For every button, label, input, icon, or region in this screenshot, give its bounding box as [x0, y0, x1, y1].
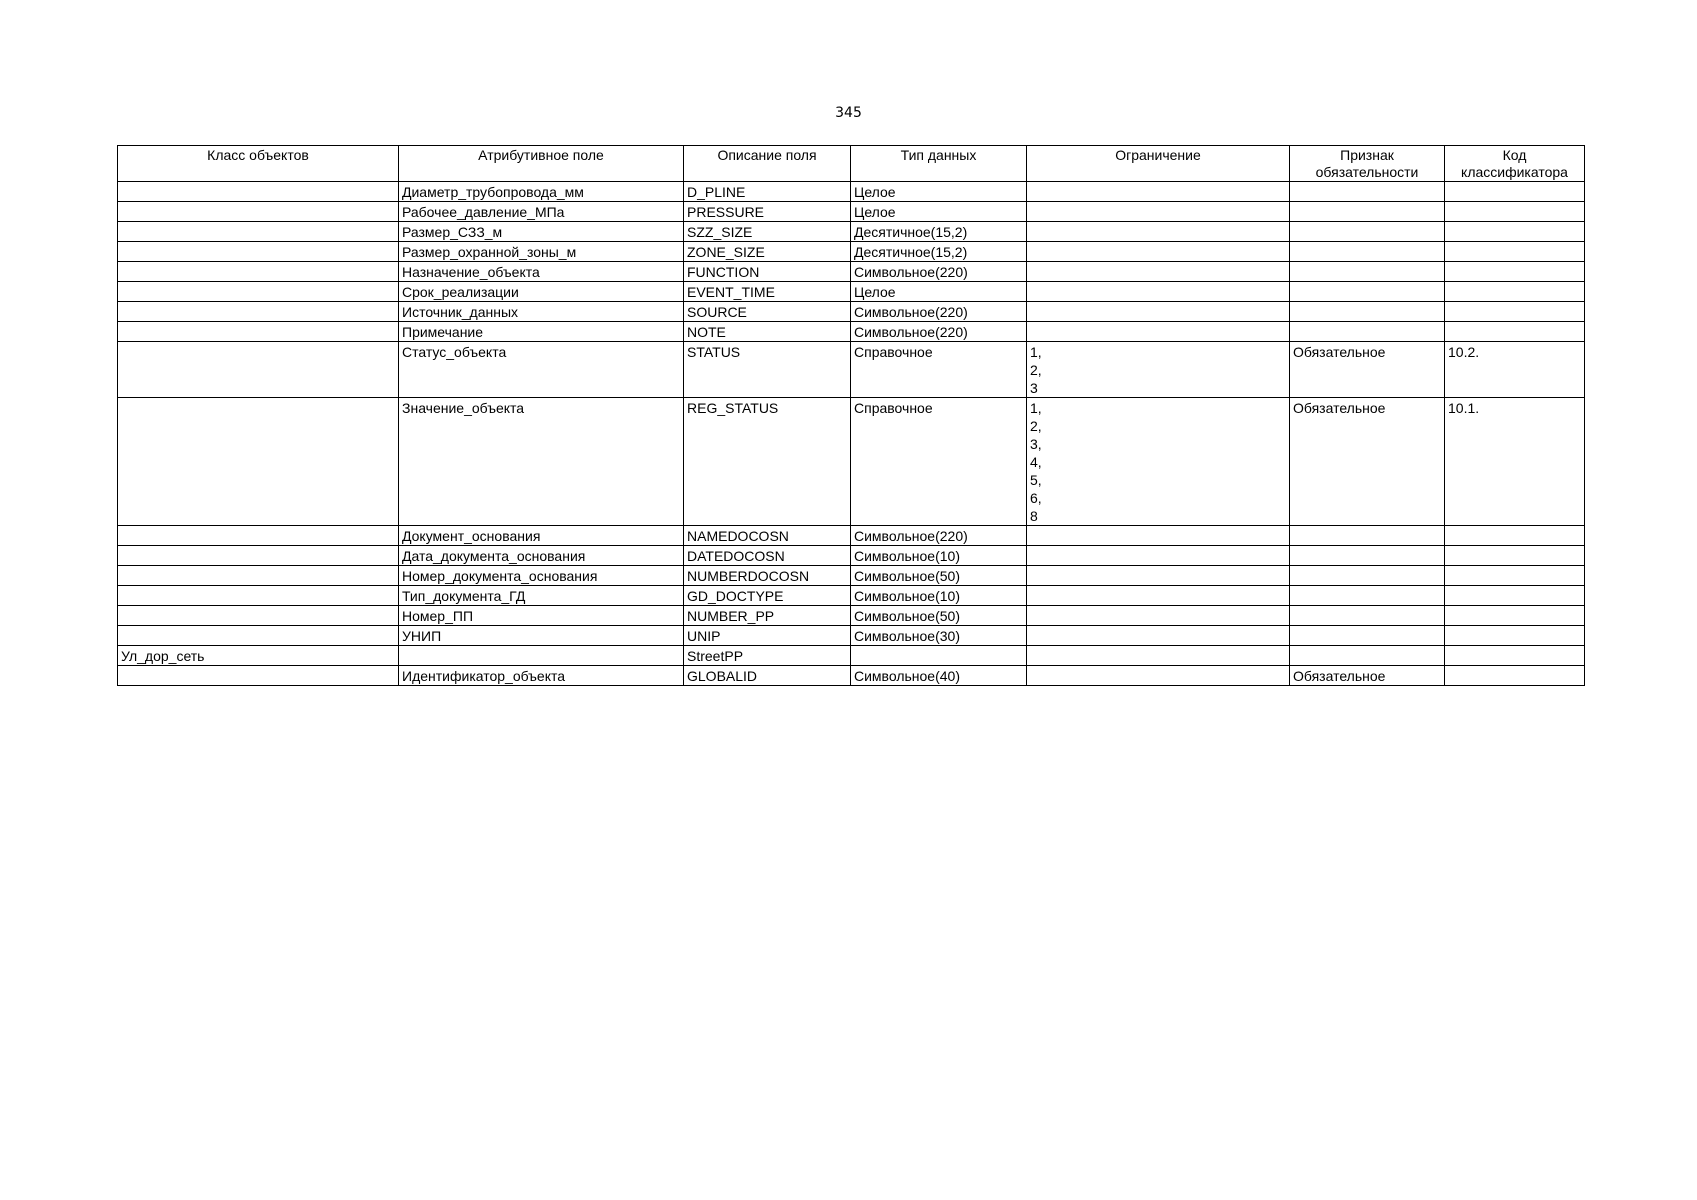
- cell-data-type: Справочное: [851, 342, 1027, 398]
- table-row: [118, 202, 1585, 222]
- cell-object-class: [118, 626, 399, 646]
- attribute-table: [117, 145, 1585, 686]
- table-row: [118, 302, 1585, 322]
- cell-classifier-code: [1445, 606, 1585, 626]
- cell-field-description: NUMBERDOCOSN: [684, 566, 851, 586]
- cell-restriction: [1027, 606, 1290, 626]
- cell-restriction: [1027, 302, 1290, 322]
- cell-data-type: Целое: [851, 182, 1027, 202]
- cell-field-description: NOTE: [684, 322, 851, 342]
- cell-restriction: [1027, 626, 1290, 646]
- cell-data-type: Десятичное(15,2): [851, 242, 1027, 262]
- cell-attribute-field: Значение_объекта: [399, 398, 684, 526]
- cell-data-type: Символьное(10): [851, 546, 1027, 566]
- table-row: [118, 262, 1585, 282]
- cell-mandatory-flag: [1290, 302, 1445, 322]
- cell-data-type: Символьное(40): [851, 666, 1027, 686]
- cell-attribute-field: Назначение_объекта: [399, 262, 684, 282]
- cell-data-type: Символьное(30): [851, 626, 1027, 646]
- cell-attribute-field: Источник_данных: [399, 302, 684, 322]
- cell-mandatory-flag: [1290, 322, 1445, 342]
- cell-data-type: Символьное(50): [851, 606, 1027, 626]
- cell-restriction: [1027, 646, 1290, 666]
- cell-classifier-code: 10.2.: [1445, 342, 1585, 398]
- cell-restriction: [1027, 182, 1290, 202]
- cell-classifier-code: [1445, 546, 1585, 566]
- cell-attribute-field: Размер_охранной_зоны_м: [399, 242, 684, 262]
- cell-restriction: [1027, 262, 1290, 282]
- table-row: [118, 222, 1585, 242]
- cell-classifier-code: [1445, 646, 1585, 666]
- table-row: [118, 626, 1585, 646]
- cell-classifier-code: [1445, 262, 1585, 282]
- cell-restriction: [1027, 222, 1290, 242]
- cell-mandatory-flag: Обязательное: [1290, 398, 1445, 526]
- cell-field-description: ZONE_SIZE: [684, 242, 851, 262]
- cell-field-description: PRESSURE: [684, 202, 851, 222]
- cell-field-description: GLOBALID: [684, 666, 851, 686]
- cell-object-class: [118, 282, 399, 302]
- table-header-row: [118, 146, 1585, 182]
- cell-mandatory-flag: [1290, 526, 1445, 546]
- cell-data-type: Символьное(220): [851, 322, 1027, 342]
- table-row: [118, 606, 1585, 626]
- table-row: [118, 342, 1585, 398]
- cell-attribute-field: Срок_реализации: [399, 282, 684, 302]
- table-row: [118, 546, 1585, 566]
- header-object-class: Класс объектов: [118, 146, 399, 182]
- cell-data-type: Символьное(220): [851, 302, 1027, 322]
- cell-restriction: 1, 2, 3, 4, 5, 6, 8: [1027, 398, 1290, 526]
- cell-mandatory-flag: Обязательное: [1290, 666, 1445, 686]
- cell-classifier-code: [1445, 302, 1585, 322]
- cell-classifier-code: [1445, 526, 1585, 546]
- cell-restriction: [1027, 546, 1290, 566]
- cell-mandatory-flag: [1290, 202, 1445, 222]
- cell-data-type: Символьное(10): [851, 586, 1027, 606]
- cell-restriction: [1027, 282, 1290, 302]
- cell-classifier-code: [1445, 666, 1585, 686]
- table-row: [118, 666, 1585, 686]
- cell-object-class: [118, 666, 399, 686]
- cell-classifier-code: [1445, 202, 1585, 222]
- cell-object-class: [118, 342, 399, 398]
- table-row: [118, 526, 1585, 546]
- table-row: [118, 322, 1585, 342]
- cell-classifier-code: [1445, 626, 1585, 646]
- cell-attribute-field: Примечание: [399, 322, 684, 342]
- cell-object-class: [118, 262, 399, 282]
- cell-attribute-field: Статус_объекта: [399, 342, 684, 398]
- cell-classifier-code: [1445, 322, 1585, 342]
- cell-restriction: [1027, 666, 1290, 686]
- cell-object-class: [118, 302, 399, 322]
- cell-mandatory-flag: [1290, 182, 1445, 202]
- cell-attribute-field: Рабочее_давление_МПа: [399, 202, 684, 222]
- cell-classifier-code: [1445, 222, 1585, 242]
- cell-attribute-field: Документ_основания: [399, 526, 684, 546]
- cell-mandatory-flag: Обязательное: [1290, 342, 1445, 398]
- cell-attribute-field: Дата_документа_основания: [399, 546, 684, 566]
- cell-object-class: [118, 546, 399, 566]
- cell-object-class: [118, 526, 399, 546]
- cell-mandatory-flag: [1290, 626, 1445, 646]
- header-restriction: Ограничение: [1027, 146, 1290, 182]
- cell-restriction: [1027, 566, 1290, 586]
- cell-data-type: Символьное(220): [851, 262, 1027, 282]
- header-attribute-field: Атрибутивное поле: [399, 146, 684, 182]
- table-row: [118, 182, 1585, 202]
- cell-restriction: [1027, 242, 1290, 262]
- cell-field-description: GD_DOCTYPE: [684, 586, 851, 606]
- cell-restriction: [1027, 202, 1290, 222]
- cell-data-type: Символьное(220): [851, 526, 1027, 546]
- cell-mandatory-flag: [1290, 282, 1445, 302]
- cell-mandatory-flag: [1290, 546, 1445, 566]
- cell-field-description: DATEDOCOSN: [684, 546, 851, 566]
- cell-mandatory-flag: [1290, 262, 1445, 282]
- cell-data-type: Десятичное(15,2): [851, 222, 1027, 242]
- table-row: [118, 242, 1585, 262]
- cell-field-description: FUNCTION: [684, 262, 851, 282]
- cell-classifier-code: [1445, 566, 1585, 586]
- header-classifier-code: Код классификатора: [1445, 146, 1585, 182]
- header-mandatory-flag: Признак обязательности: [1290, 146, 1445, 182]
- cell-object-class: [118, 398, 399, 526]
- cell-object-class: [118, 202, 399, 222]
- cell-restriction: [1027, 526, 1290, 546]
- cell-attribute-field: УНИП: [399, 626, 684, 646]
- cell-object-class: [118, 322, 399, 342]
- cell-object-class: [118, 586, 399, 606]
- cell-mandatory-flag: [1290, 242, 1445, 262]
- cell-classifier-code: [1445, 242, 1585, 262]
- page-number: 345: [835, 105, 862, 121]
- cell-mandatory-flag: [1290, 222, 1445, 242]
- cell-object-class: [118, 242, 399, 262]
- cell-restriction: 1, 2, 3: [1027, 342, 1290, 398]
- cell-attribute-field: Тип_документа_ГД: [399, 586, 684, 606]
- cell-mandatory-flag: [1290, 566, 1445, 586]
- table-row: [118, 586, 1585, 606]
- cell-object-class: Ул_дор_сеть: [118, 646, 399, 666]
- cell-data-type: Символьное(50): [851, 566, 1027, 586]
- cell-attribute-field: Номер_ПП: [399, 606, 684, 626]
- cell-object-class: [118, 606, 399, 626]
- header-data-type: Тип данных: [851, 146, 1027, 182]
- cell-field-description: NUMBER_PP: [684, 606, 851, 626]
- cell-data-type: [851, 646, 1027, 666]
- cell-field-description: UNIP: [684, 626, 851, 646]
- cell-data-type: Справочное: [851, 398, 1027, 526]
- table-row: [118, 646, 1585, 666]
- table-row: [118, 398, 1585, 526]
- cell-restriction: [1027, 322, 1290, 342]
- cell-field-description: SOURCE: [684, 302, 851, 322]
- cell-restriction: [1027, 586, 1290, 606]
- cell-data-type: Целое: [851, 202, 1027, 222]
- cell-attribute-field: Размер_СЗЗ_м: [399, 222, 684, 242]
- cell-data-type: Целое: [851, 282, 1027, 302]
- cell-field-description: NAMEDOCOSN: [684, 526, 851, 546]
- header-field-description: Описание поля: [684, 146, 851, 182]
- cell-mandatory-flag: [1290, 646, 1445, 666]
- cell-mandatory-flag: [1290, 586, 1445, 606]
- table-row: [118, 282, 1585, 302]
- cell-object-class: [118, 182, 399, 202]
- cell-field-description: SZZ_SIZE: [684, 222, 851, 242]
- cell-object-class: [118, 222, 399, 242]
- table-body: [118, 182, 1585, 686]
- cell-object-class: [118, 566, 399, 586]
- cell-classifier-code: [1445, 182, 1585, 202]
- cell-classifier-code: [1445, 586, 1585, 606]
- cell-field-description: REG_STATUS: [684, 398, 851, 526]
- cell-attribute-field: Номер_документа_основания: [399, 566, 684, 586]
- cell-field-description: STATUS: [684, 342, 851, 398]
- table-row: [118, 566, 1585, 586]
- cell-mandatory-flag: [1290, 606, 1445, 626]
- cell-classifier-code: 10.1.: [1445, 398, 1585, 526]
- cell-attribute-field: Диаметр_трубопровода_мм: [399, 182, 684, 202]
- cell-attribute-field: [399, 646, 684, 666]
- cell-field-description: D_PLINE: [684, 182, 851, 202]
- cell-attribute-field: Идентификатор_объекта: [399, 666, 684, 686]
- cell-field-description: StreetPP: [684, 646, 851, 666]
- cell-classifier-code: [1445, 282, 1585, 302]
- cell-field-description: EVENT_TIME: [684, 282, 851, 302]
